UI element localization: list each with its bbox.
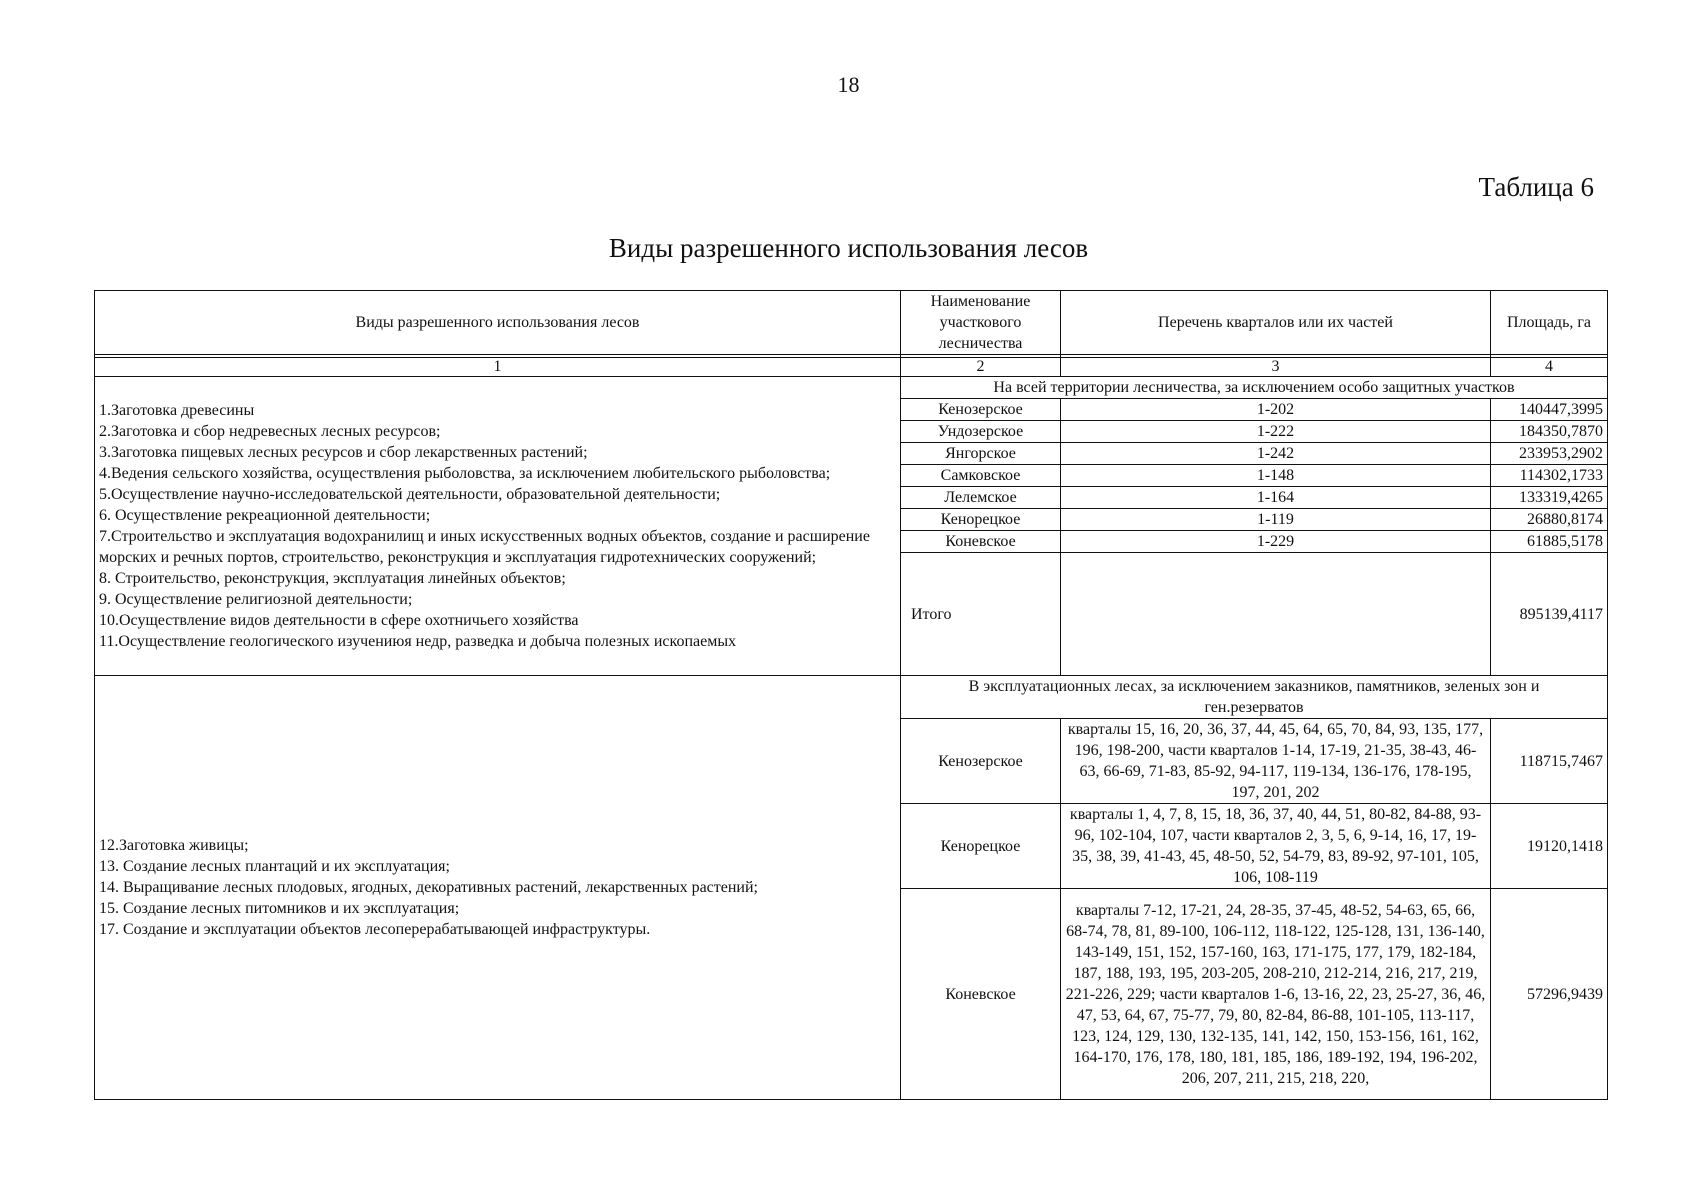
section1-note-row <box>95 377 1608 399</box>
use-item: 1.Заготовка древесины <box>99 402 255 419</box>
area: 26880,8174 <box>1491 509 1608 531</box>
forestry-name: Ундозерское <box>901 421 1061 443</box>
total-label: Итого <box>901 553 1061 676</box>
table-label: Таблица 6 <box>1478 172 1594 202</box>
use-item: 13. Создание лесных плантаций и их эксплуатация; <box>99 858 450 875</box>
col-number-2: 2 <box>901 358 1061 377</box>
use-item: 5.Осуществление научно-исследовательской деятельности, образовательной деятельности; <box>99 486 721 503</box>
section1-note: На всей территории лесничества, за исключением особо защитных участков <box>901 377 1608 399</box>
forestry-name: Кенозерское <box>901 719 1061 804</box>
forestry-name: Кенорецкое <box>901 509 1061 531</box>
area: 184350,7870 <box>1491 421 1608 443</box>
use-item: 15. Создание лесных питомников и их эксплуатация; <box>99 900 460 917</box>
use-item: 6. Осуществление рекреационной деятельности; <box>99 507 431 524</box>
header-row <box>95 291 1608 355</box>
area: 118715,7467 <box>1491 719 1608 804</box>
quarters: кварталы 15, 16, 20, 36, 37, 44, 45, 64, 65, 70, 84, 93, 135, 177, 196, 198-200, части кварталов 1-14, 17-19, 21-35, 38-43, 46-63, 66-69, 71-83, 85-92, 94-117, 119-134, 136-176, 178-195, 197, 201, 202 <box>1061 719 1491 804</box>
area: 19120,1418 <box>1491 804 1608 889</box>
forestry-name: Коневское <box>901 889 1061 1100</box>
area: 133319,4265 <box>1491 487 1608 509</box>
section2-note-row <box>95 676 1608 719</box>
section1-uses-cell <box>95 377 901 676</box>
forestry-name: Кенорецкое <box>901 804 1061 889</box>
use-item: 14. Выращивание лесных плодовых, ягодных, декоративных растений, лекарственных растений; <box>99 879 758 896</box>
header-col1: Виды разрешенного использования лесов <box>95 291 901 355</box>
area: 57296,9439 <box>1491 889 1608 1100</box>
header-col3: Перечень кварталов или их частей <box>1061 291 1491 355</box>
col-number-4: 4 <box>1491 358 1608 377</box>
page-number: 18 <box>837 72 860 97</box>
col-number-3: 3 <box>1061 358 1491 377</box>
quarters: 1-229 <box>1061 531 1491 553</box>
use-item: 17. Создание и эксплуатации объектов лесоперерабатывающей инфраструктуры. <box>99 921 651 938</box>
quarters: 1-222 <box>1061 421 1491 443</box>
forest-use-table <box>94 290 1608 1100</box>
forestry-name: Лелемское <box>901 487 1061 509</box>
area: 114302,1733 <box>1491 465 1608 487</box>
area: 61885,5178 <box>1491 531 1608 553</box>
use-item: 10.Осуществление видов деятельности в сфере охотничьего хозяйства <box>99 612 579 629</box>
use-item: 8. Строительство, реконструкция, эксплуатация линейных объектов; <box>99 570 566 587</box>
use-item: 11.Осуществление геологического изучениюя недр, разведка и добыча полезных ископаемых <box>99 633 737 650</box>
use-item: 4.Ведения сельского хозяйства, осуществления рыболовства, за исключением любительского рыболовства; <box>99 465 831 482</box>
header-col2: Наименование участкового лесничества <box>901 291 1061 355</box>
quarters: 1-148 <box>1061 465 1491 487</box>
col-number-1: 1 <box>95 358 901 377</box>
document-title: Виды разрешенного использования лесов <box>608 233 1089 263</box>
total-area: 895139,4117 <box>1491 553 1608 676</box>
forestry-name: Янгорское <box>901 443 1061 465</box>
forestry-name: Самковское <box>901 465 1061 487</box>
area: 233953,2902 <box>1491 443 1608 465</box>
use-item: 3.Заготовка пищевых лесных ресурсов и сбор лекарственных растений; <box>99 444 588 461</box>
quarters: 1-164 <box>1061 487 1491 509</box>
quarters: 1-202 <box>1061 399 1491 421</box>
total-quarters <box>1061 553 1491 676</box>
section2-note: В эксплуатационных лесах, за исключением заказников, памятников, зеленых зон и ген.резерватов <box>901 676 1608 719</box>
area: 140447,3995 <box>1491 399 1608 421</box>
header-col4: Площадь, га <box>1491 291 1608 355</box>
use-item: 12.Заготовка живицы; <box>99 837 249 854</box>
quarters: кварталы 1, 4, 7, 8, 15, 18, 36, 37, 40, 44, 51, 80-82, 84-88, 93-96, 102-104, 107, части кварталов 2, 3, 5, 6, 9-14, 16, 17, 19-35, 38, 39, 41-43, 45, 48-50, 52, 54-79, 83, 89-92, 97-101, 105, 106, 108-119 <box>1061 804 1491 889</box>
use-item: 2.Заготовка и сбор недревесных лесных ресурсов; <box>99 423 441 440</box>
quarters: 1-119 <box>1061 509 1491 531</box>
column-number-row <box>95 358 1608 377</box>
use-item: 9. Осуществление религиозной деятельности; <box>99 591 413 608</box>
section2-uses-cell <box>95 676 901 1100</box>
forestry-name: Кенозерское <box>901 399 1061 421</box>
quarters: кварталы 7-12, 17-21, 24, 28-35, 37-45, 48-52, 54-63, 65, 66, 68-74, 78, 81, 89-100, 106-112, 118-122, 125-128, 131, 136-140, 143-149, 151, 152, 157-160, 163, 171-175, 177, 179, 182-184, 187, 188, 193, 195, 203-205, 208-210, 212-214, 216, 217, 219, 221-226, 229; части кварталов 1-6, 13-16, 22, 23, 25-27, 36, 46, 47, 53, 64, 67, 75-77, 79, 80, 82-84, 86-88, 101-105, 113-117, 123, 124, 129, 130, 132-135, 141, 142, 150, 153-156, 161, 162, 164-170, 176, 178, 180, 181, 185, 186, 189-192, 194, 196-202, 206, 207, 211, 215, 218, 220, <box>1061 889 1491 1100</box>
forestry-name: Коневское <box>901 531 1061 553</box>
use-item: 7.Строительство и эксплуатация водохранилищ и иных искусственных водных объектов, создание и расширение морских и речных портов, строительство, реконструкция и эксплуатация гидротехнических сооружений; <box>99 528 870 566</box>
quarters: 1-242 <box>1061 443 1491 465</box>
